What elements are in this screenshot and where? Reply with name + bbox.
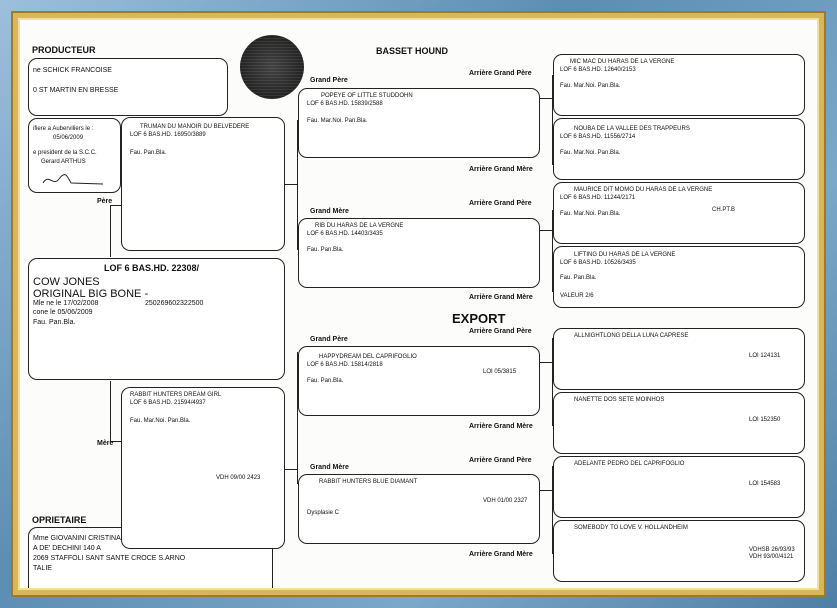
gm1-name: RIB DU HARAS DE LA VERGNE: [315, 223, 404, 229]
great-grandparent-box: [553, 456, 805, 518]
producer-heading: PRODUCTEUR: [32, 45, 96, 55]
granddam-paternal-box: [298, 218, 540, 288]
gm-label: Grand Mère: [310, 464, 349, 471]
agm1-lof: LOF 6 BAS.HD. 11556/2714: [560, 134, 636, 140]
agp2-lof: LOF 6 BAS.HD. 11244/2171: [560, 195, 636, 201]
agm-label: Arrière Grand Mère: [469, 166, 533, 173]
dam-lof: LOF 6 BAS.HD. 21594/4937: [130, 400, 206, 406]
cert-line: e president de la S.C.C.: [33, 150, 97, 156]
gp1-colors: Fau. Mar.Noi. Pan.Bla.: [307, 118, 368, 124]
great-grandparent-box: [553, 520, 805, 582]
sire-label: Père: [97, 198, 113, 205]
gp1-lof: LOF 6 BAS.HD. 15839/2588: [307, 101, 383, 107]
agm1-name: NOUBA DE LA VALLEE DES TRAPPEURS: [574, 126, 690, 132]
cert-date: 05/06/2009: [53, 135, 84, 141]
gp2-lof: LOF 6 BAS.HD. 15814/2818: [307, 362, 383, 368]
official-seal-icon: [240, 35, 304, 99]
gp-label: Grand Père: [310, 336, 348, 343]
agp-label: Arrière Grand Père: [469, 457, 532, 464]
granddam-maternal-box: [298, 474, 540, 544]
agm2-extra: VALEUR 2/6: [560, 293, 594, 299]
gm1-colors: Fau. Pan.Bla.: [307, 247, 344, 253]
agp1-colors: Fau. Mar.Noi. Pan.Bla.: [560, 83, 621, 89]
great-grandparent-box: [553, 118, 805, 180]
dam-colors: Fau. Mar.Noi. Pan.Bla.: [130, 418, 191, 424]
agp-label: Arrière Grand Père: [469, 328, 532, 335]
producer-box: [28, 58, 228, 116]
gm-label: Grand Mère: [310, 208, 349, 215]
dog-chip: 250269602322500: [145, 300, 204, 307]
great-grandparent-box: [553, 328, 805, 390]
export-label: EXPORT: [452, 311, 506, 326]
breed-title: BASSET HOUND: [376, 46, 449, 56]
owner-line: TALIE: [33, 565, 52, 572]
agm-label: Arrière Grand Mère: [469, 294, 533, 301]
agp3-name: ALLNIGHTLONG DELLA LUNA CAPRESE: [574, 333, 689, 339]
dog-name: COW JONES: [33, 276, 100, 288]
agp4-name: ADELANTE PEDRO DEL CAPRIFOGLIO: [574, 461, 685, 467]
agm2-colors: Fau. Pan.Bla.: [560, 275, 597, 281]
agp2-name: MAURICE DIT MOMO DU HARAS DE LA VERGNE: [574, 187, 713, 193]
agm-label: Arrière Grand Mère: [469, 551, 533, 558]
dog-colors: Fau. Pan.Bla.: [33, 319, 76, 326]
agp4-note: LOI 154583: [749, 481, 781, 487]
agm1-colors: Fau. Mar.Noi. Pan.Bla.: [560, 150, 621, 156]
pedigree-document: [20, 20, 817, 588]
dam-note: VDH 09/00 2423: [216, 475, 261, 481]
sire-name: TRUMAN DU MANOIR DU BELVEDERE: [140, 124, 250, 130]
certification-box: [28, 118, 121, 193]
agp1-lof: LOF 6 BAS.HD. 12640/2153: [560, 67, 636, 73]
agm2-name: LIFTING DU HARAS DE LA VERGNE: [574, 252, 676, 258]
agm3-name: NANETTE DOS SETE MOINHOS: [574, 397, 665, 403]
agp-label: Arrière Grand Père: [469, 200, 532, 207]
owner-line: 2069 STAFFOLI SANT SANTE CROCE S.ARNO: [33, 555, 186, 562]
sire-box: [121, 117, 285, 251]
cert-line: ifiere a Auberviliers le :: [33, 126, 94, 132]
gp2-name: HAPPYDREAM DEL CAPRIFOGLIO: [319, 354, 417, 360]
sire-colors: Fau. Pan.Bla.: [130, 150, 167, 156]
dog-birth: Mle ne le 17/02/2008: [33, 300, 99, 307]
great-grandparent-box: [553, 54, 805, 116]
agm4-note: VDHSB 26/93/93: [749, 547, 795, 553]
gm1-lof: LOF 6 BAS.HD. 14403/3435: [307, 231, 383, 237]
grandsire-maternal-box: [298, 346, 540, 416]
producer-address: 0 ST MARTIN EN BRESSE: [33, 87, 119, 94]
gm2-colors: Dysplasie C: [307, 510, 340, 516]
gm2-note: VDH 01/00 2327: [483, 498, 528, 504]
grandsire-paternal-box: [298, 88, 540, 158]
great-grandparent-box: [553, 246, 805, 308]
owner-line: A DE' DECHINI 140 A: [33, 545, 101, 552]
agm4-name: SOMEBODY TO LOVE V. HOLLANDHEIM: [574, 525, 688, 531]
agm-label: Arrière Grand Mère: [469, 423, 533, 430]
agp3-note: LOI 124131: [749, 353, 781, 359]
owner-heading: OPRIETAIRE: [32, 515, 87, 525]
gp2-note: LOI 05/3815: [483, 369, 517, 375]
gp-label: Grand Père: [310, 77, 348, 84]
agp2-note: CH.PT.B: [712, 207, 736, 213]
gp1-name: POPEYE OF LITTLE STUDDOHN: [321, 93, 413, 99]
sire-lof: LOF 6 BAS.HD. 16950/3889: [130, 132, 206, 138]
agm2-lof: LOF 6 BAS.HD. 10526/3435: [560, 260, 636, 266]
agp2-colors: Fau. Mar.Noi. Pan.Bla.: [560, 211, 621, 217]
agm3-note: LOI 152350: [749, 417, 781, 423]
agp-label: Arrière Grand Père: [469, 70, 532, 77]
dam-label: Mère: [97, 440, 114, 447]
gp2-colors: Fau. Pan.Bla.: [307, 378, 344, 384]
agp1-name: MIC MAC DU HARAS DE LA VERGNE: [570, 59, 675, 65]
owner-line: Mme GIOVANINI CRISTINA: [33, 535, 121, 542]
agm4-note: VDH 93/00/4121: [749, 554, 794, 560]
signature-icon: [41, 171, 107, 189]
dam-box: [121, 387, 285, 549]
gm2-name: RABBIT HUNTERS BLUE DIAMANT: [319, 479, 418, 485]
dog-lof: LOF 6 BAS.HD. 22308/: [104, 263, 200, 273]
dog-tested: cone le 05/06/2009: [33, 309, 93, 316]
dam-name: RABBIT HUNTERS DREAM GIRL: [130, 392, 222, 398]
subject-dog-box: [28, 258, 285, 380]
great-grandparent-box: [553, 392, 805, 454]
producer-name: ne SCHICK FRANCOISE: [33, 67, 112, 74]
great-grandparent-box: [553, 182, 805, 244]
cert-signer: Gerard ARTHUS: [41, 159, 86, 165]
dog-name: ORIGINAL BIG BONE -: [33, 288, 149, 300]
